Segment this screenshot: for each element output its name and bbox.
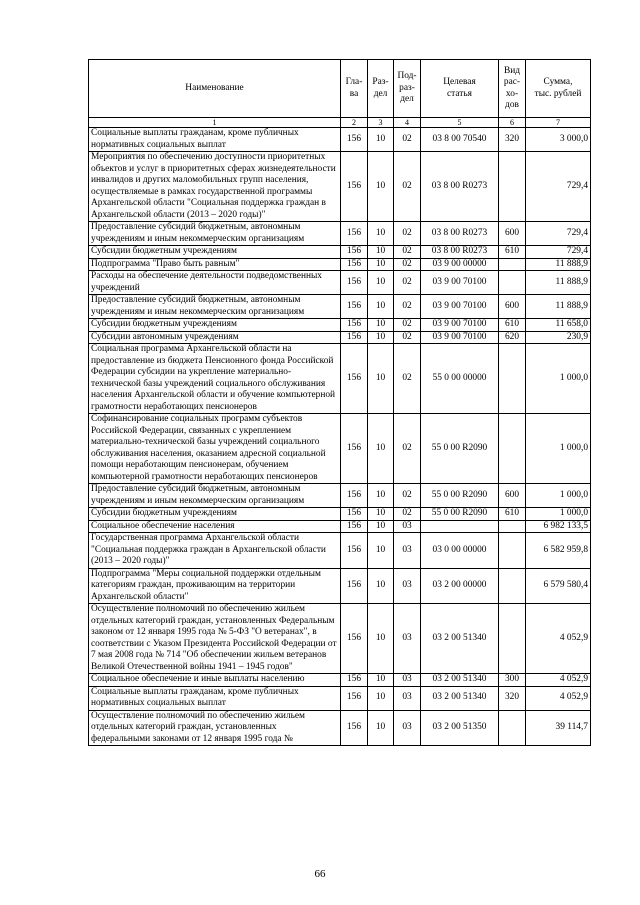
row-article: 03 2 00 51340: [421, 686, 499, 710]
row-podrazdel: 02: [394, 271, 421, 295]
row-podrazdel: 03: [394, 568, 421, 604]
row-vid: [499, 258, 526, 271]
row-sum: 4 052,9: [526, 686, 591, 710]
row-article: [421, 520, 499, 533]
header-podrazdel: Под- раз- дел: [394, 60, 421, 118]
row-name: Предоставление субсидий бюджетным, автономным учреждениям и иным некоммерческим организациям: [89, 484, 341, 508]
table-row: [89, 508, 591, 521]
table-row: [89, 331, 591, 344]
row-glava: 156: [341, 686, 368, 710]
row-podrazdel: 02: [394, 484, 421, 508]
row-sum: 4 052,9: [526, 674, 591, 687]
row-glava: 156: [341, 484, 368, 508]
row-sum: 729,4: [526, 152, 591, 222]
row-glava: 156: [341, 152, 368, 222]
row-glava: 156: [341, 295, 368, 319]
budget-table: [88, 59, 591, 746]
row-name: Субсидии бюджетным учреждениям: [89, 246, 341, 259]
row-razdel: 10: [368, 295, 394, 319]
row-razdel: 10: [368, 331, 394, 344]
row-article: 03 9 00 00000: [421, 258, 499, 271]
row-razdel: 10: [368, 508, 394, 521]
row-article: 55 0 00 R2090: [421, 484, 499, 508]
table-row: [89, 520, 591, 533]
row-article: 55 0 00 R2090: [421, 414, 499, 484]
row-sum: 6 582 959,8: [526, 533, 591, 569]
row-name: Софинансирование социальных программ субъектов Российской Федерации, связанных с укреплением материально-технической базы учреждений социального обслуживания населения, оказанием адресной социальной помощи неработающим пенсионерам, обучением компьютерной грамотности неработающих пенсионеров: [89, 414, 341, 484]
row-article: 03 9 00 70100: [421, 331, 499, 344]
row-vid: 610: [499, 246, 526, 259]
row-glava: 156: [341, 520, 368, 533]
row-razdel: 10: [368, 568, 394, 604]
header-glava: Гла- ва: [341, 60, 368, 118]
row-name: Подпрограмма "Право быть равным": [89, 258, 341, 271]
header-article: Целевая статья: [421, 60, 499, 118]
row-name: Социальные выплаты гражданам, кроме публичных нормативных социальных выплат: [89, 128, 341, 152]
row-sum: 729,4: [526, 222, 591, 246]
row-podrazdel: 03: [394, 674, 421, 687]
row-article: 03 2 00 51350: [421, 710, 499, 746]
row-name: Субсидии бюджетным учреждениям: [89, 508, 341, 521]
row-glava: 156: [341, 222, 368, 246]
row-razdel: 10: [368, 686, 394, 710]
row-podrazdel: 02: [394, 344, 421, 414]
row-name: Расходы на обеспечение деятельности подведомственных учреждений: [89, 271, 341, 295]
row-razdel: 10: [368, 319, 394, 332]
row-podrazdel: 02: [394, 258, 421, 271]
row-podrazdel: 02: [394, 508, 421, 521]
row-vid: [499, 271, 526, 295]
table-row: [89, 246, 591, 259]
row-name: Предоставление субсидий бюджетным, автономным учреждениям и иным некоммерческим организациям: [89, 222, 341, 246]
row-sum: 729,4: [526, 246, 591, 259]
column-number-row: [89, 118, 591, 128]
row-razdel: 10: [368, 271, 394, 295]
row-razdel: 10: [368, 258, 394, 271]
row-sum: 39 114,7: [526, 710, 591, 746]
row-article: 55 0 00 R2090: [421, 508, 499, 521]
row-vid: 620: [499, 331, 526, 344]
row-article: 03 9 00 70100: [421, 295, 499, 319]
row-glava: 156: [341, 128, 368, 152]
row-podrazdel: 02: [394, 319, 421, 332]
row-sum: 4 052,9: [526, 604, 591, 674]
row-razdel: 10: [368, 710, 394, 746]
row-sum: 1 000,0: [526, 484, 591, 508]
row-name: Осуществление полномочий по обеспечению жильем отдельных категорий граждан, установленных Федеральным законом от 12 января 1995 года № 5-ФЗ "О ветеранах", в соответствии с Указом Президента Российской Федерации от 7 мая 2008 года № 714 "Об обеспечении жильем ветеранов Великой Отечественной войны 1941 – 1945 годов": [89, 604, 341, 674]
row-name: Мероприятия по обеспечению доступности приоритетных объектов и услуг в приоритетных сферах жизнедеятельности инвалидов и других маломобильных групп населения, осуществляемые в рамках государственной программы Архангельской области "Социальная поддержка граждан в Архангельской области (2013 – 2020 годы)": [89, 152, 341, 222]
table-row: [89, 674, 591, 687]
row-razdel: 10: [368, 344, 394, 414]
table-row: [89, 152, 591, 222]
row-podrazdel: 02: [394, 128, 421, 152]
table-row: [89, 604, 591, 674]
row-podrazdel: 02: [394, 295, 421, 319]
row-sum: 1 000,0: [526, 508, 591, 521]
row-glava: 156: [341, 271, 368, 295]
header-row: [89, 60, 591, 118]
row-razdel: 10: [368, 604, 394, 674]
column-number: 1: [89, 118, 341, 128]
row-sum: 3 000,0: [526, 128, 591, 152]
table-row: [89, 258, 591, 271]
table-row: [89, 533, 591, 569]
row-sum: 6 579 580,4: [526, 568, 591, 604]
row-podrazdel: 03: [394, 686, 421, 710]
row-sum: 1 000,0: [526, 414, 591, 484]
row-name: Социальные выплаты гражданам, кроме публичных нормативных социальных выплат: [89, 686, 341, 710]
row-glava: 156: [341, 604, 368, 674]
row-glava: 156: [341, 508, 368, 521]
table-row: [89, 344, 591, 414]
row-article: 03 8 00 R0273: [421, 152, 499, 222]
row-razdel: 10: [368, 128, 394, 152]
row-razdel: 10: [368, 484, 394, 508]
header-razdel: Раз- дел: [368, 60, 394, 118]
row-article: 03 2 00 51340: [421, 674, 499, 687]
row-glava: 156: [341, 533, 368, 569]
column-number: 7: [526, 118, 591, 128]
row-glava: 156: [341, 331, 368, 344]
row-glava: 156: [341, 414, 368, 484]
row-podrazdel: 03: [394, 520, 421, 533]
row-name: Предоставление субсидий бюджетным, автономным учреждениям и иным некоммерческим организациям: [89, 295, 341, 319]
row-vid: [499, 710, 526, 746]
row-vid: 610: [499, 508, 526, 521]
row-vid: [499, 568, 526, 604]
row-podrazdel: 03: [394, 604, 421, 674]
row-vid: [499, 152, 526, 222]
row-article: 03 2 00 51340: [421, 604, 499, 674]
row-glava: 156: [341, 674, 368, 687]
column-number: 3: [368, 118, 394, 128]
row-sum: 6 982 133,5: [526, 520, 591, 533]
row-sum: 11 888,9: [526, 295, 591, 319]
table-row: [89, 414, 591, 484]
row-podrazdel: 02: [394, 222, 421, 246]
row-vid: 320: [499, 128, 526, 152]
row-name: Осуществление полномочий по обеспечению жильем отдельных категорий граждан, установленных федеральными законами от 12 января 1995 года №: [89, 710, 341, 746]
row-vid: 600: [499, 222, 526, 246]
row-podrazdel: 03: [394, 710, 421, 746]
table-row: [89, 568, 591, 604]
table-row: [89, 484, 591, 508]
row-sum: 1 000,0: [526, 344, 591, 414]
row-podrazdel: 02: [394, 414, 421, 484]
row-vid: [499, 533, 526, 569]
row-podrazdel: 02: [394, 246, 421, 259]
row-glava: 156: [341, 319, 368, 332]
column-number: 5: [421, 118, 499, 128]
row-glava: 156: [341, 568, 368, 604]
row-razdel: 10: [368, 246, 394, 259]
row-name: Субсидии автономным учреждениям: [89, 331, 341, 344]
table-row: [89, 319, 591, 332]
row-vid: [499, 520, 526, 533]
header-name: Наименование: [89, 60, 341, 118]
row-glava: 156: [341, 344, 368, 414]
row-podrazdel: 03: [394, 533, 421, 569]
row-sum: 230,9: [526, 331, 591, 344]
row-article: 03 8 00 R0273: [421, 222, 499, 246]
table-row: [89, 686, 591, 710]
row-article: 03 9 00 70100: [421, 271, 499, 295]
row-name: Субсидии бюджетным учреждениям: [89, 319, 341, 332]
header-sum: Сумма, тыс. рублей: [526, 60, 591, 118]
row-article: 03 2 00 00000: [421, 568, 499, 604]
row-vid: 610: [499, 319, 526, 332]
row-article: 03 9 00 70100: [421, 319, 499, 332]
table-row: [89, 295, 591, 319]
row-razdel: 10: [368, 520, 394, 533]
row-name: Социальное обеспечение и иные выплаты населению: [89, 674, 341, 687]
column-number: 6: [499, 118, 526, 128]
row-name: Государственная программа Архангельской области "Социальная поддержка граждан в Архангельской области (2013 – 2020 годы)": [89, 533, 341, 569]
row-vid: 300: [499, 674, 526, 687]
row-vid: [499, 414, 526, 484]
row-podrazdel: 02: [394, 331, 421, 344]
row-sum: 11 658,0: [526, 319, 591, 332]
row-article: 55 0 00 00000: [421, 344, 499, 414]
row-glava: 156: [341, 258, 368, 271]
row-sum: 11 888,9: [526, 271, 591, 295]
row-name: Подпрограмма "Меры социальной поддержки отдельным категориям граждан, проживающим на территории Архангельской области": [89, 568, 341, 604]
row-name: Социальное обеспечение населения: [89, 520, 341, 533]
table-row: [89, 128, 591, 152]
row-razdel: 10: [368, 414, 394, 484]
table-row: [89, 222, 591, 246]
row-razdel: 10: [368, 533, 394, 569]
table-row: [89, 710, 591, 746]
row-article: 03 8 00 70540: [421, 128, 499, 152]
column-number: 2: [341, 118, 368, 128]
row-name: Социальная программа Архангельской области на предоставление из бюджета Пенсионного фонда Российской Федерации субсидии на укрепление материально-технической базы учреждений социального обслуживания населения Архангельской области и обучение компьютерной грамотности неработающих пенсионеров: [89, 344, 341, 414]
header-vid: Вид рас- хо- дов: [499, 60, 526, 118]
row-vid: 320: [499, 686, 526, 710]
row-razdel: 10: [368, 222, 394, 246]
row-glava: 156: [341, 246, 368, 259]
table-row: [89, 271, 591, 295]
row-razdel: 10: [368, 152, 394, 222]
row-vid: [499, 604, 526, 674]
row-article: 03 8 00 R0273: [421, 246, 499, 259]
column-number: 4: [394, 118, 421, 128]
page-number: 66: [314, 868, 326, 880]
row-vid: 600: [499, 484, 526, 508]
row-razdel: 10: [368, 674, 394, 687]
row-sum: 11 888,9: [526, 258, 591, 271]
row-podrazdel: 02: [394, 152, 421, 222]
row-glava: 156: [341, 710, 368, 746]
row-vid: [499, 344, 526, 414]
row-article: 03 0 00 00000: [421, 533, 499, 569]
row-vid: 600: [499, 295, 526, 319]
